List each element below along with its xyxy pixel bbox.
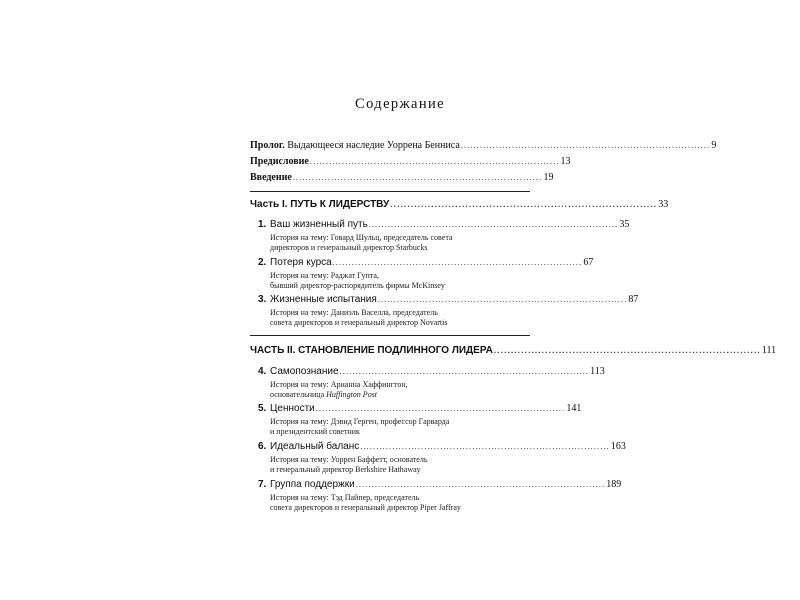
page-number: 9	[711, 140, 717, 151]
toc-title: Содержание	[355, 96, 445, 112]
page-number: 113	[590, 366, 605, 377]
leader-dots: ..............................................................................	[493, 346, 761, 355]
chapter-number: 5.	[258, 403, 267, 414]
chapter-story-line: История на тему: Раджат Гупта,	[270, 271, 379, 280]
leader-dots: ..............................................................................	[460, 141, 711, 150]
toc-chapter-2[interactable]	[250, 255, 594, 291]
entry-bold: Предисловие	[250, 156, 309, 167]
chapter-title: Ваш жизненный путь	[270, 219, 368, 230]
page-number: 163	[610, 441, 626, 452]
page-number: 35	[619, 219, 630, 230]
chapter-title: Группа поддержки	[270, 479, 355, 490]
chapter-number: 3.	[258, 294, 267, 305]
toc-chapter-4[interactable]	[250, 364, 605, 400]
toc-chapter-5[interactable]	[250, 401, 582, 437]
page-number: 189	[606, 479, 622, 490]
page-number: 67	[583, 257, 594, 268]
leader-dots: ..............................................................................	[360, 442, 610, 451]
chapter-story-line: История на тему: Тэд Пайпер, председатель	[270, 493, 420, 502]
section-divider	[250, 335, 530, 336]
leader-dots: ..............................................................................	[368, 220, 619, 229]
page-number: 13	[560, 156, 571, 167]
chapter-title: Идеальный баланс	[270, 441, 360, 452]
chapter-number: 4.	[258, 366, 267, 377]
leader-dots: ..............................................................................	[315, 404, 566, 413]
chapter-story-line: совета директоров и генеральный директор Novartis	[270, 318, 448, 327]
leader-dots: ..............................................................................	[390, 200, 658, 209]
toc-chapter-3[interactable]	[250, 292, 639, 328]
section-divider	[250, 191, 530, 192]
chapter-story-line: и президентский советник	[270, 427, 360, 436]
toc-entry-preface[interactable]	[250, 154, 571, 170]
publication-name: Huffington Post	[326, 390, 378, 399]
entry-bold: Введение	[250, 172, 292, 183]
leader-dots: ..............................................................................	[339, 367, 590, 376]
story-text: основательница	[270, 390, 327, 399]
toc-entry-introduction[interactable]	[250, 170, 554, 186]
chapter-number: 7.	[258, 479, 267, 490]
toc-chapter-1[interactable]	[250, 217, 630, 253]
page-number: 87	[628, 294, 639, 305]
chapter-story-line: История на тему: Дэвид Герген, профессор Гарварда	[270, 417, 450, 426]
chapter-story-line: История на тему: Говард Шульц, председатель совета	[270, 233, 453, 242]
part-2-heading[interactable]	[250, 343, 777, 359]
part-1-heading[interactable]	[250, 197, 669, 213]
page-number: 111	[761, 345, 777, 356]
chapter-story-line: совета директоров и генеральный директор Piper Jaffray	[270, 503, 461, 512]
chapter-title: Ценности	[270, 403, 315, 414]
chapter-story-line: История на тему: Даниэль Васелла, председатель	[270, 308, 438, 317]
leader-dots: ..............................................................................	[332, 258, 583, 267]
chapter-story-line	[270, 390, 530, 400]
entry-text: Выдающееся наследие Уоррена Бенниса	[284, 140, 460, 151]
chapter-story-line: директоров и генеральный директор Starbucks	[270, 243, 428, 252]
chapter-title: Потеря курса	[270, 257, 332, 268]
chapter-story-line: История на тему: Арианна Хаффингтон,	[270, 380, 408, 389]
toc-chapter-6[interactable]	[250, 439, 626, 475]
leader-dots: ..............................................................................	[309, 157, 560, 166]
chapter-story-line: и генеральный директор Berkshire Hathaway	[270, 465, 421, 474]
front-matter	[250, 138, 717, 186]
toc-entry-prologue[interactable]	[250, 138, 717, 154]
leader-dots: ..............................................................................	[377, 295, 628, 304]
page-number: 19	[543, 172, 554, 183]
chapter-number: 2.	[258, 257, 267, 268]
chapter-title: Жизненные испытания	[270, 294, 377, 305]
entry-bold: Пролог.	[250, 140, 285, 151]
chapter-number: 6.	[258, 441, 267, 452]
leader-dots: ..............................................................................	[355, 480, 606, 489]
page-number: 33	[658, 199, 669, 210]
leader-dots: ..............................................................................	[292, 173, 543, 182]
chapter-title: Самопознание	[270, 366, 339, 377]
page-number: 141	[566, 403, 582, 414]
chapter-number: 1.	[258, 219, 267, 230]
chapter-story-line: История на тему: Уоррен Баффетт, основатель	[270, 455, 428, 464]
part-label: Часть I. ПУТЬ К ЛИДЕРСТВУ	[250, 199, 390, 210]
part-label: ЧАСТЬ II. СТАНОВЛЕНИЕ ПОДЛИННОГО ЛИДЕРА	[250, 345, 493, 356]
chapter-story-line: бывший директор-распорядитель фирмы McKinsey	[270, 281, 445, 290]
toc-chapter-7[interactable]	[250, 477, 622, 513]
